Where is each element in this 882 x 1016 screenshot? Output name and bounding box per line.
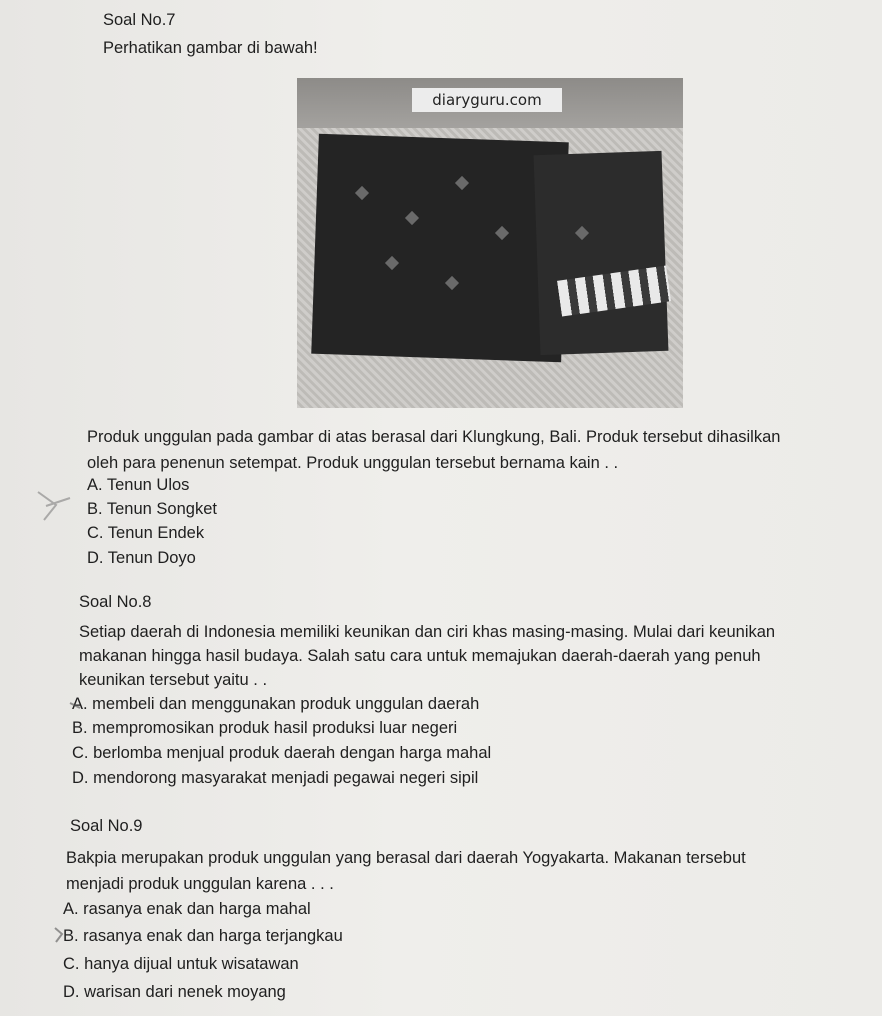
q9-option-b: B. rasanya enak dan harga terjangkau: [63, 927, 343, 945]
tenun-cloth-photo: [297, 78, 683, 408]
q8-option-d: D. mendorong masyarakat menjadi pegawai negeri sipil: [72, 769, 479, 787]
q7-question-line-2: oleh para penenun setempat. Produk unggulan tersebut bernama kain . .: [87, 454, 619, 472]
q7-option-c: C. Tenun Endek: [87, 524, 205, 542]
cloth-fold: [534, 151, 669, 355]
q9-option-c: C. hanya dijual untuk wisatawan: [63, 955, 299, 973]
q7-option-a: A. Tenun Ulos: [87, 476, 190, 494]
q9-question-line-1: Bakpia merupakan produk unggulan yang berasal dari daerah Yogyakarta. Makanan tersebut: [66, 849, 746, 867]
q8-option-a: A. membeli dan menggunakan produk unggulan daerah: [72, 695, 480, 713]
q7-question-line-1: Produk unggulan pada gambar di atas berasal dari Klungkung, Bali. Produk tersebut dihasilkan: [87, 428, 781, 446]
q8-question-line-2: makanan hingga hasil budaya. Salah satu cara untuk memajukan daerah-daerah yang penuh: [79, 647, 761, 665]
q8-title: Soal No.8: [79, 593, 152, 611]
q8-option-c: C. berlomba menjual produk daerah dengan harga mahal: [72, 744, 492, 762]
q9-title: Soal No.9: [70, 817, 143, 835]
q8-question-line-3: keunikan tersebut yaitu . .: [79, 671, 268, 689]
q8-option-b: B. mempromosikan produk hasil produksi luar negeri: [72, 719, 458, 737]
q7-option-b: B. Tenun Songket: [87, 500, 217, 518]
q7-title: Soal No.7: [103, 11, 176, 29]
q9-option-a: A. rasanya enak dan harga mahal: [63, 900, 311, 918]
q8-question-line-1: Setiap daerah di Indonesia memiliki keunikan dan ciri khas masing-masing. Mulai dari keunikan: [79, 623, 776, 641]
cloth-main: [311, 134, 569, 363]
q9-option-d: D. warisan dari nenek moyang: [63, 983, 286, 1001]
q9-question-line-2: menjadi produk unggulan karena . . .: [66, 875, 334, 893]
q7-instruction: Perhatikan gambar di bawah!: [103, 39, 318, 57]
image-watermark: diaryguru.com: [412, 88, 562, 112]
pencil-tick-q7: [38, 492, 70, 520]
q7-option-d: D. Tenun Doyo: [87, 549, 196, 567]
pencil-mark-q9: [55, 928, 62, 942]
